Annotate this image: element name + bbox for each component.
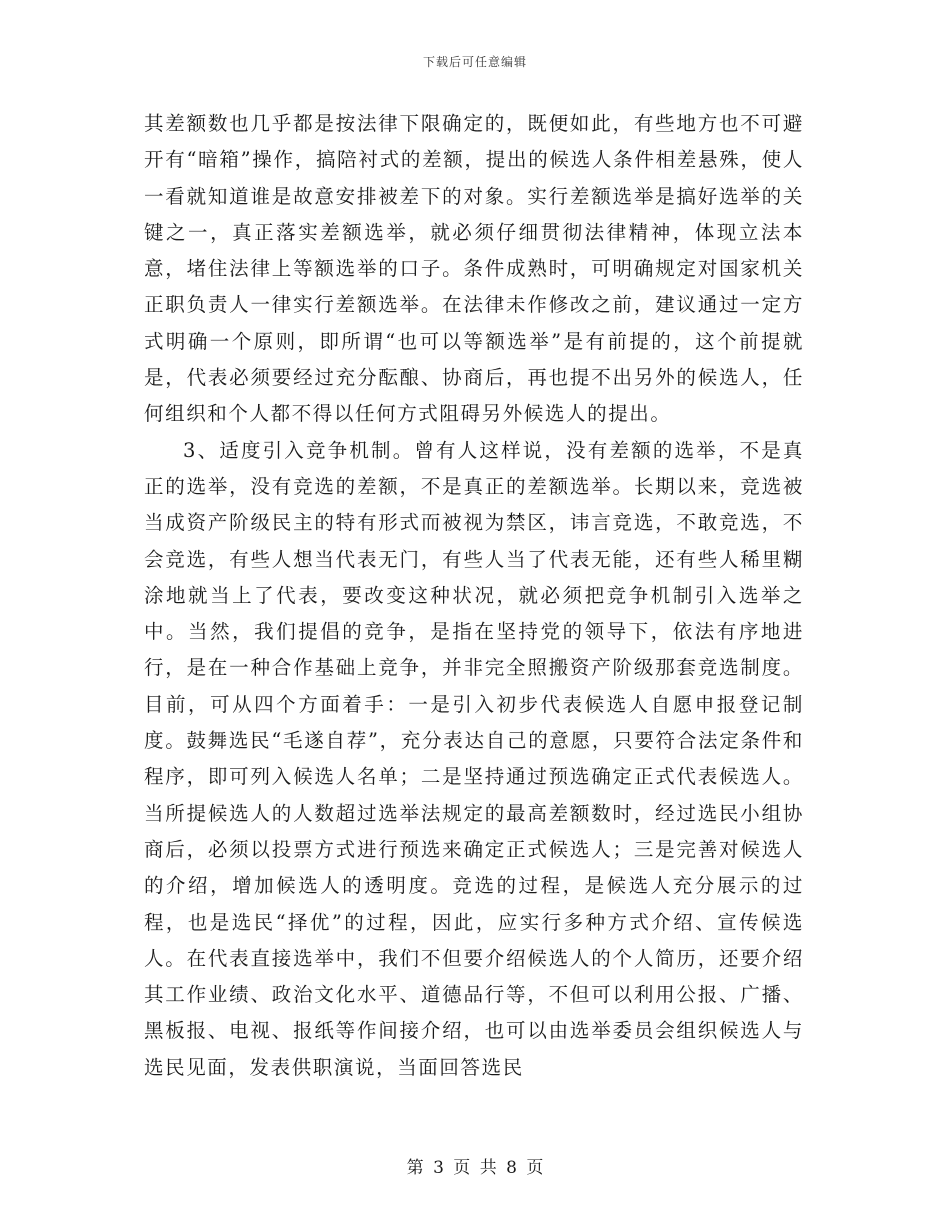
page-number: 第 3 页 共 8 页 (406, 1158, 544, 1178)
paragraph-2: 3、适度引入竞争机制。曾有人这样说，没有差额的选举，不是真正的选举，没有竞选的差额，不是真正的差额选举。长期以来，竞选被当成资产阶级民主的特有形式而被视为禁区，讳言竞选，不敢竞选，不会竞选，有些人想当代表无门，有些人当了代表无能，还有些人稀里糊涂地就当上了代表，要改变这种状况，就必须把竞争机制引入选举之中。当然，我们提倡的竞争，是指在坚持党的领导下，依法有序地进行，是在一种合作基础上竞争，并非完全照搬资产阶级那套竞选制度。目前，可从四个方面着手：一是引入初步代表候选人自愿申报登记制度。鼓舞选民“毛遂自荐”，充分表达自己的意愿，只要符合法定条件和程序，即可列入候选人名单；二是坚持通过预选确定正式代表候选人。当所提候选人的人数超过选举法规定的最高差额数时，经过选民小组协商后，必须以投票方式进行预选来确定正式候选人；三是完善对候选人的介绍，增加候选人的透明度。竞选的过程，是候选人充分展示的过程，也是选民“择优”的过程，因此，应实行多种方式介绍、宣传候选人。在代表直接选举中，我们不但要介绍候选人的个人简历，还要介绍其工作业绩、政治文化水平、道德品行等，不但可以利用公报、广播、黑板报、电视、报纸等作间接介绍，也可以由选举委员会组织候选人与选民见面，发表供职演说，当面回答选民 (144, 438, 804, 1079)
page-header: 下载后可任意编辑 (422, 55, 527, 69)
paragraph-1: 其差额数也几乎都是按法律下限确定的，既便如此，有些地方也不可避开有“暗箱”操作，搞陪衬式的差额，提出的候选人条件相差悬殊，使人一看就知道谁是故意安排被差下的对象。实行差额选举是搞好选举的关键之一，真正落实差额选举，就必须仔细贯彻法律精神，体现立法本意，堵住法律上等额选举的口子。条件成熟时，可明确规定对国家机关正职负责人一律实行差额选举。在法律未作修改之前，建议通过一定方式明确一个原则，即所谓“也可以等额选举”是有前提的，这个前提就是，代表必须要经过充分酝酿、协商后，再也提不出另外的候选人，任何组织和个人都不得以任何方式阻碍另外候选人的提出。 (144, 112, 804, 426)
document-body (144, 106, 804, 1086)
